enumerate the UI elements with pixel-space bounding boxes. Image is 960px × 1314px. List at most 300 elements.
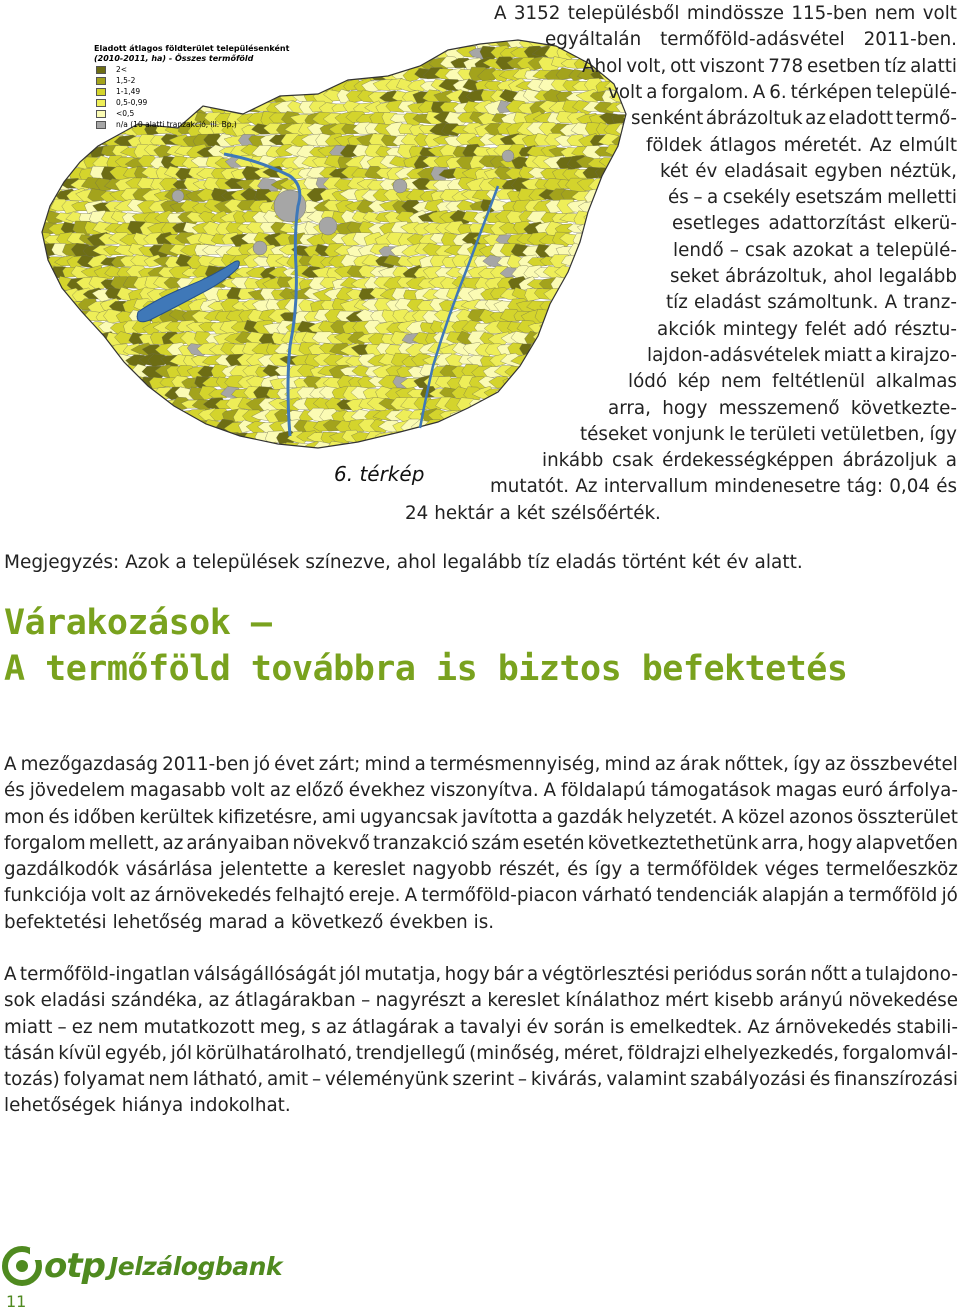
map-settlement-cell [172, 419, 191, 432]
map-settlement-cell [616, 278, 628, 288]
map-settlement-cell [607, 343, 628, 356]
word: 0,04 [889, 476, 930, 498]
map-settlement-cell [70, 353, 93, 365]
map-settlement-cell [363, 56, 384, 68]
map-settlement-cell [167, 455, 188, 456]
paragraph-line [4, 831, 958, 857]
map-settlement-cell [44, 321, 68, 335]
word: 6. [769, 81, 787, 103]
word: előző [295, 780, 344, 802]
map-settlement-cell [149, 398, 172, 410]
map-settlement-cell [622, 201, 628, 214]
map-settlement-cell [28, 189, 44, 203]
word: inkább [542, 450, 604, 472]
word: hogy [444, 964, 490, 985]
map-settlement-cell [33, 146, 54, 159]
map-settlement-cell [549, 409, 571, 423]
word: befektetési [4, 911, 107, 933]
map-settlement-cell [507, 431, 529, 444]
paragraph-line [4, 962, 958, 988]
map-settlement-cell [352, 454, 376, 456]
map-settlement-cell [305, 48, 325, 60]
map-settlement-cell [430, 452, 452, 456]
map-settlement-cell [227, 442, 246, 456]
logo-brand-text: otp [44, 1246, 105, 1286]
map-settlement-cell [538, 410, 562, 420]
word: jó [941, 885, 958, 907]
map-settlement-cell [71, 376, 94, 390]
word: tranzakció [373, 832, 469, 854]
word: akciók [657, 318, 716, 340]
map-settlement-cell [450, 432, 474, 445]
map-settlement-cell [88, 409, 112, 423]
map-settlement-cell [62, 47, 81, 58]
map-settlement-cell [230, 453, 255, 456]
legend-swatch [96, 88, 106, 96]
map-settlement-cell [568, 266, 589, 279]
map-settlement-cell [569, 378, 588, 387]
map-settlement-cell [145, 431, 164, 444]
map-settlement-cell [183, 443, 206, 454]
map-settlement-cell [539, 388, 563, 400]
map-settlement-cell [578, 375, 602, 388]
word: mindössze [686, 3, 784, 24]
word: ahol [833, 266, 873, 287]
word: a [414, 754, 426, 775]
map-settlement-cell [154, 410, 178, 421]
map-settlement-cell [112, 387, 134, 398]
map-settlement-cell [567, 355, 590, 368]
map-settlement-cell [33, 123, 57, 137]
map-settlement-cell [312, 67, 337, 81]
map-settlement-cell [28, 430, 46, 442]
word: A [4, 964, 17, 985]
side-text-line [631, 106, 957, 132]
map-settlement-cell [120, 410, 143, 421]
map-settlement-cell [409, 432, 431, 445]
word: az [824, 754, 846, 775]
map-settlement-cell [35, 320, 55, 333]
word: körülhatárolható, [195, 1042, 353, 1064]
word: néztük, [889, 160, 957, 182]
map-settlement-cell [458, 444, 478, 456]
word: felét [804, 318, 847, 340]
map-settlement-cell [28, 299, 46, 311]
side-text-line [628, 369, 957, 395]
map-settlement-cell [561, 411, 585, 422]
word: mind [364, 754, 411, 775]
map-settlement-cell [506, 386, 529, 400]
map-settlement-cell [28, 376, 50, 389]
paragraph-line [4, 883, 958, 909]
word: ez [71, 1016, 93, 1038]
map-settlement-cell [57, 321, 79, 334]
word: termőföld-piacon [421, 885, 578, 907]
map-settlement-cell [78, 364, 99, 377]
map-settlement-cell [497, 430, 516, 441]
map-settlement-cell [44, 410, 65, 422]
map-settlement-cell [265, 453, 289, 456]
map-settlement-cell [605, 189, 626, 200]
word: feltétlenül [772, 371, 866, 393]
map-settlement-cell [71, 69, 94, 79]
word: miatt [4, 1016, 53, 1038]
word: arra, [608, 397, 651, 419]
word: a [858, 239, 871, 261]
map-settlement-cell [561, 323, 584, 335]
map-settlement-cell [337, 46, 359, 57]
side-text-line [608, 396, 957, 422]
word: nagyrészt [375, 990, 466, 1012]
word: térképen [790, 81, 873, 103]
word: hogy [807, 832, 853, 854]
map-settlement-cell [50, 355, 72, 368]
word: lendő [673, 239, 724, 261]
word: az [325, 1016, 347, 1038]
map-settlement-cell [107, 376, 126, 388]
word: két [660, 160, 689, 182]
map-settlement-cell [44, 103, 66, 114]
side-text-line [542, 448, 957, 474]
word: mutatja, [364, 964, 442, 985]
legend-label: <0,5 [116, 109, 135, 118]
word: növekedése [848, 990, 958, 1012]
map-settlement-cell [43, 455, 65, 456]
map-settlement-cell [535, 419, 556, 433]
map-settlement-cell [35, 36, 54, 46]
map-settlement-cell [544, 397, 566, 412]
legend-title: Eladott átlagos földterület településenként [94, 44, 290, 53]
map-settlement-cell [601, 200, 621, 212]
map-settlement-cell [495, 453, 516, 456]
map-settlement-cell [40, 46, 62, 59]
map-settlement-cell [54, 343, 79, 355]
map-settlement-cell [420, 453, 439, 456]
word: viszont [699, 55, 765, 77]
map-settlement-cell [620, 178, 628, 192]
section-heading [4, 600, 847, 692]
map-settlement-cell [470, 443, 490, 455]
map-settlement-cell [307, 36, 331, 48]
map-settlement-cell [28, 333, 48, 344]
word: és [4, 780, 25, 802]
word: csak [744, 239, 787, 261]
map-settlement-cell [28, 145, 46, 159]
map-settlement-cell [593, 299, 619, 310]
map-settlement-cell [54, 101, 78, 113]
map-settlement-cell [28, 399, 48, 411]
map-settlement-cell [60, 419, 84, 432]
map-settlement-cell [291, 67, 313, 80]
word: magasabb [129, 780, 226, 802]
legend-item [94, 75, 294, 86]
word: jól [170, 1042, 193, 1064]
map-settlement-cell [68, 409, 90, 422]
map-settlement-cell [530, 365, 552, 377]
map-settlement-cell [599, 310, 622, 323]
map-settlement-cell [557, 333, 577, 345]
map-settlement-cell [616, 322, 628, 335]
word: év [526, 1016, 549, 1038]
word: viszonyítva. [429, 780, 539, 802]
map-settlement-cell [33, 277, 56, 291]
map-settlement-cell [204, 442, 227, 456]
word: véges [764, 859, 820, 881]
map-settlement-cell [28, 46, 51, 58]
word: kívül [58, 1042, 102, 1064]
word: ereje. [348, 885, 401, 907]
map-settlement-cell [61, 376, 83, 388]
map-settlement-cell [440, 36, 463, 47]
map-settlement-cell [29, 136, 49, 148]
word: termőföld-ingatlan [19, 964, 190, 985]
map-settlement-cell [57, 144, 76, 158]
word: tág: [846, 476, 883, 498]
map-settlement-cell [551, 367, 574, 378]
map-settlement-cell [55, 36, 79, 48]
map-settlement-cell [419, 432, 441, 442]
map-settlement-cell [121, 432, 144, 443]
word: tásán [4, 1042, 55, 1064]
map-settlement-cell [28, 409, 45, 423]
word: átlagos [709, 134, 777, 156]
map-settlement-cell [299, 78, 321, 91]
word: volt [922, 3, 957, 24]
map-settlement-cell [325, 68, 346, 80]
map-settlement-cell [475, 430, 495, 444]
map-settlement-cell [129, 397, 151, 410]
map-settlement-cell [538, 431, 562, 444]
map-settlement-cell [66, 452, 90, 456]
map-settlement-cell [622, 244, 628, 257]
map-settlement-cell [65, 57, 89, 71]
word: a [526, 964, 539, 985]
word: nőtt [810, 964, 848, 985]
map-settlement-cell [30, 157, 52, 169]
map-settlement-cell [115, 441, 139, 455]
word: termőföldek [647, 859, 758, 881]
map-settlement-cell [318, 36, 341, 47]
word: A [721, 806, 735, 828]
map-settlement-cell [38, 333, 59, 343]
word: árnövekedés [774, 1016, 892, 1038]
map-settlement-cell [578, 288, 600, 301]
map-settlement-cell [50, 91, 71, 102]
word: földalapú [560, 780, 646, 802]
word: ami [321, 806, 356, 828]
word: is [609, 1016, 625, 1038]
map-settlement-cell [28, 343, 45, 356]
map-settlement-cell [577, 400, 601, 411]
map-settlement-cell [436, 442, 458, 455]
map-settlement-cell [343, 454, 365, 456]
word: forgalom. [661, 81, 749, 103]
map-settlement-cell [94, 376, 116, 387]
map-settlement-cell [527, 430, 551, 443]
map-settlement-cell [170, 443, 192, 453]
word: marad [208, 911, 268, 933]
map-settlement-cell [51, 113, 72, 124]
word: közel [737, 806, 785, 828]
map-settlement-cell [441, 455, 461, 456]
word: vonjunk [652, 423, 725, 445]
word: 3152 [513, 3, 561, 24]
map-settlement-cell [462, 409, 487, 420]
map-settlement-cell [595, 256, 615, 269]
word: részét, [498, 859, 561, 881]
map-settlement-cell [144, 453, 167, 456]
map-settlement-cell [568, 288, 590, 302]
map-settlement-cell [49, 47, 73, 60]
map-settlement-cell [591, 266, 609, 278]
map-settlement-cell [56, 431, 76, 443]
map-settlement-cell [578, 310, 601, 323]
map-settlement-cell [601, 267, 622, 279]
map-settlement-cell [591, 290, 610, 300]
map-settlement-cell [197, 452, 219, 456]
side-text-line [405, 501, 957, 527]
map-settlement-cell [618, 232, 628, 246]
word: gazdák [556, 806, 623, 828]
word: kisebb [714, 990, 774, 1012]
side-text-line [545, 27, 957, 53]
map-settlement-cell [132, 389, 153, 399]
word: tíz [884, 55, 907, 77]
map-settlement-cell [413, 444, 437, 456]
word: csak [612, 450, 654, 472]
map-settlement-cell [116, 420, 138, 433]
map-settlement-cell [551, 320, 571, 334]
legend-swatch [96, 66, 106, 74]
map-settlement-cell [540, 367, 560, 378]
map-settlement-cell [501, 441, 525, 453]
map-settlement-cell [109, 453, 134, 456]
map-settlement-cell [512, 378, 534, 389]
map-settlement-cell [73, 136, 95, 148]
map-settlement-cell [574, 323, 595, 334]
map-settlement-cell [420, 36, 440, 47]
map-settlement-cell [596, 323, 616, 332]
map-settlement-cell [583, 277, 607, 291]
map-settlement-cell [507, 454, 530, 456]
map-settlement-cell [143, 410, 166, 421]
map-caption: 6. térkép [334, 462, 425, 486]
map-settlement-cell [76, 388, 99, 401]
map-settlement-cell [511, 420, 534, 433]
map-settlement-cell [345, 443, 367, 455]
map-settlement-cell [600, 377, 622, 390]
map-settlement-cell [40, 375, 62, 389]
word: települé- [876, 239, 957, 261]
word: esetben [806, 55, 881, 77]
word: indokolhat. [189, 1095, 291, 1117]
map-settlement-cell [527, 389, 549, 398]
paragraph-line [4, 1093, 958, 1119]
map-settlement-cell [583, 320, 606, 334]
map-settlement-cell [28, 287, 50, 301]
map-settlement-cell [612, 312, 628, 323]
map-settlement-cell [32, 78, 55, 93]
word: jól [339, 964, 361, 985]
map-settlement-cell [40, 288, 62, 299]
map-settlement-cell [298, 452, 318, 456]
word: Az [747, 1016, 770, 1038]
word: így [793, 754, 821, 775]
word: jó [253, 754, 271, 775]
map-settlement-cell [166, 430, 188, 445]
word: során [553, 1016, 605, 1038]
map-settlement-cell [30, 113, 51, 123]
map-settlement-cell [618, 300, 628, 313]
map-settlement-cell [545, 421, 566, 432]
side-text-line [494, 1, 957, 27]
map-settlement-cell [622, 156, 628, 169]
word: kép [677, 371, 711, 393]
word: adattorzítást [768, 213, 886, 235]
map-settlement-cell [55, 124, 78, 137]
map-settlement-cell [76, 452, 101, 456]
word: elhelyezkedés, [703, 1042, 840, 1064]
word: esetszám [795, 187, 883, 209]
map-settlement-cell [612, 331, 628, 344]
map-settlement-cell [558, 399, 578, 410]
word: – [693, 187, 703, 209]
map-settlement-cell [451, 453, 473, 456]
word: két [516, 502, 546, 524]
map-settlement-cell [605, 235, 626, 247]
map-settlement-cell [28, 79, 44, 91]
map-settlement-cell [71, 397, 93, 408]
map-settlement-cell [552, 432, 572, 443]
map-settlement-cell [561, 387, 586, 401]
map-settlement-cell [623, 222, 628, 234]
word: egyéb, [104, 1042, 168, 1064]
map-settlement-cell [345, 46, 367, 59]
word: esetén [522, 832, 585, 854]
map-settlement-cell [132, 433, 153, 443]
map-settlement-cell [577, 331, 599, 345]
word: csekély [722, 187, 791, 209]
word: nem [97, 1016, 139, 1038]
word: bár [493, 964, 524, 985]
map-settlement-cell [376, 37, 397, 49]
map-settlement-cell [513, 397, 535, 410]
map-settlement-cell [583, 300, 606, 311]
word: euró [841, 780, 883, 802]
map-settlement-cell [41, 421, 60, 432]
map-settlement-cell [299, 36, 319, 48]
map-settlement-cell [242, 454, 263, 456]
word: várható [581, 885, 653, 907]
word: lehetőségek [4, 1095, 116, 1117]
map-settlement-cell [589, 221, 610, 235]
map-na-area [319, 217, 337, 235]
map-settlement-cell [159, 420, 182, 431]
map-settlement-cell [298, 57, 321, 68]
map-settlement-cell [552, 300, 575, 312]
map-settlement-cell [222, 453, 244, 456]
word: messzemenő [718, 397, 840, 419]
map-settlement-cell [40, 70, 62, 82]
word: vetületben, [820, 423, 925, 445]
word: a [541, 806, 553, 828]
map-settlement-cell [485, 411, 506, 422]
side-text-line [647, 343, 957, 369]
word: összbevétel [849, 754, 958, 775]
map-settlement-cell [557, 353, 579, 367]
map-settlement-cell [208, 431, 230, 445]
map-settlement-cell [583, 386, 603, 398]
